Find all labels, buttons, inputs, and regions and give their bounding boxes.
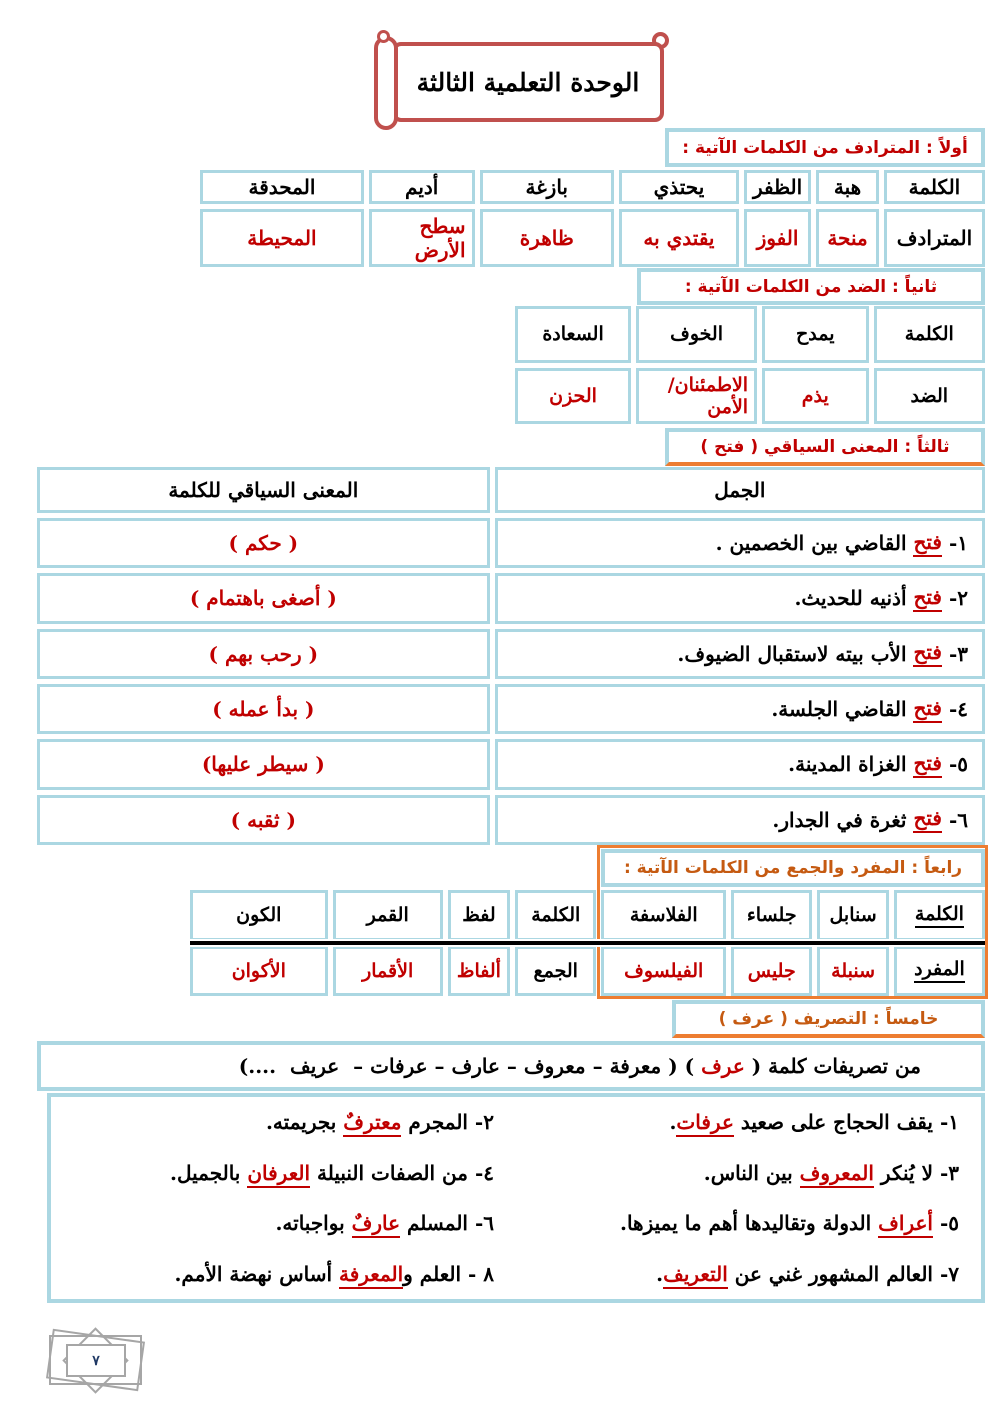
sentence-text: ٣- (941, 641, 968, 666)
practice-sentence (51, 1110, 516, 1134)
practice-sentence (516, 1262, 981, 1286)
meaning-cell: ( رحب بهم ) (37, 629, 490, 679)
sentence-text: بالجميل. (169, 1160, 248, 1185)
sentence-text: ٦- المسلم (400, 1211, 494, 1236)
answer-cell: الاطمئنان/الأمن (636, 368, 757, 425)
answer-cell: المحيطة (200, 209, 364, 267)
sentence-text: ٧- العالم المشهور غني عن (727, 1261, 959, 1286)
practice-sentence (516, 1110, 981, 1134)
keyword-derivative: عرفات (676, 1110, 733, 1137)
answer-cell: ألفاظ (448, 946, 510, 997)
sentence-cell (495, 518, 985, 568)
table-header-cell: المحدقة (200, 170, 364, 204)
unit-title: الوحدة التعلمية الثالثة (392, 42, 664, 122)
meaning-cell: ( بدأ عمله ) (37, 684, 490, 734)
sentence-text: ٤- من الصفات النبيلة (310, 1160, 494, 1185)
keyword-derivative: المعرفة (339, 1262, 403, 1289)
keyword-fataha: فتح (913, 585, 942, 612)
sentence-text: ٤- (941, 697, 968, 722)
keyword-fataha: فتح (913, 751, 942, 778)
sentence-text: القاضي بين الخصمين . (715, 531, 914, 556)
sentence-text: ٣- لا يُنكر (873, 1160, 959, 1185)
practice-sentence (51, 1161, 516, 1185)
sentence-text: . (669, 1110, 677, 1135)
practice-sentence (51, 1211, 516, 1235)
keyword-fataha: فتح (913, 806, 942, 833)
keyword-arafa: عرف (701, 1053, 745, 1078)
answer-cell: الحزن (515, 368, 631, 425)
scroll-curl-small-icon (377, 30, 390, 43)
row-label-cell (894, 946, 985, 997)
answer-cell: يقتدي به (619, 209, 739, 267)
sentence-text: ١- (941, 531, 968, 556)
word-cell: الكون (190, 890, 328, 941)
label-underlined: المفرد (914, 958, 965, 983)
row-label-cell (894, 890, 985, 941)
section-heading-synonyms: أولاً : المترادف من الكلمات الآتية : (665, 128, 985, 167)
sentence-cell (495, 739, 985, 789)
answer-cell: الأقمار (333, 946, 443, 997)
meaning-cell: ( ثقبه ) (37, 795, 490, 845)
answer-cell: الفوز (744, 209, 811, 267)
table-header-cell: يحتذي (619, 170, 739, 204)
derivation-strip (37, 1041, 985, 1091)
answer-cell: يذم (762, 368, 868, 425)
sentence-text: أذنيه للحديث. (794, 586, 914, 611)
keyword-derivative: معترفٌ (343, 1110, 401, 1137)
table-header-cell: السعادة (515, 306, 631, 363)
column-header-meaning: المعنى السياقي للكلمة (37, 467, 490, 513)
table-divider-line (190, 939, 985, 947)
answer-cell: الأكوان (190, 946, 328, 997)
derivation-text: ) ( معرفة – معروف – عارف – عرفات – عريف ....) (238, 1054, 702, 1078)
page-number: ٧ (66, 1344, 126, 1377)
practice-sentence (516, 1161, 981, 1185)
meaning-cell: ( حكم ) (37, 518, 490, 568)
answer-cell: الفيلسوف (601, 946, 726, 997)
sentence-text: الدولة وتقاليدها أهم ما يميزها. (619, 1211, 879, 1236)
word-cell: لفظ (448, 890, 510, 941)
sentence-text: الغزاة المدينة. (788, 752, 914, 777)
table-header-cell: الظفر (744, 170, 811, 204)
label-underlined: الكلمة (915, 903, 964, 928)
derivation-text: من تصريفات كلمة ( (744, 1054, 921, 1078)
section-heading-singular-plural: رابعاً : المفرد والجمع من الكلمات الآتية : (601, 849, 985, 887)
practice-sentence (516, 1211, 981, 1235)
table-header-cell: يمدح (762, 306, 868, 363)
keyword-derivative: عارفٌ (352, 1211, 400, 1238)
answer-cell: ظاهرة (480, 209, 614, 267)
title-scroll-banner (372, 28, 670, 132)
word-cell: الفلاسفة (601, 890, 726, 941)
page-number-ornament (38, 1326, 154, 1394)
sentence-text: الأب بيته لاستقبال الضيوف. (677, 641, 914, 666)
sentence-text: ٥- (932, 1211, 959, 1236)
table-header-cell: بازغة (480, 170, 614, 204)
section-heading-contextual: ثالثاً : المعنى السياقي ( فتح ) (665, 428, 985, 466)
word-cell: سنابل (817, 890, 888, 941)
keyword-fataha: فتح (913, 696, 942, 723)
sentence-text: القاضي الجلسة. (771, 697, 914, 722)
contextual-meaning-table (37, 467, 985, 845)
synonyms-table (200, 170, 985, 266)
sentence-text: ٨ - العلم و (403, 1261, 494, 1286)
practice-sentence (51, 1262, 516, 1286)
keyword-derivative: العرفان (247, 1161, 310, 1188)
section-heading-derivation: خامساً : التصريف ( عرف ) (672, 1000, 985, 1038)
sentence-cell (495, 573, 985, 623)
sentence-cell (495, 795, 985, 845)
scroll-roll-icon (374, 36, 398, 130)
table-header-cell: الكلمة (874, 306, 985, 363)
practice-sentences-box (47, 1093, 985, 1303)
answer-cell: منحة (816, 209, 879, 267)
sentence-text: . (656, 1261, 664, 1286)
sentence-text: بواجباته. (275, 1211, 352, 1236)
section-heading-antonyms: ثانياً : الضد من الكلمات الآتية : (637, 268, 985, 305)
sentence-text: ٢- المجرم (401, 1110, 494, 1135)
sentence-cell (495, 629, 985, 679)
table-header-cell: أديم (369, 170, 475, 204)
sentence-text: ٦- (941, 807, 968, 832)
word-cell: الكلمة (515, 890, 596, 941)
sentence-text: أساس نهضة الأمم. (174, 1261, 339, 1286)
row-label-cell: المترادف (884, 209, 985, 267)
row-label-cell: الجمع (515, 946, 596, 997)
sentence-cell (495, 684, 985, 734)
column-header-sentences: الجمل (495, 467, 985, 513)
sentence-text: ٢- (941, 586, 968, 611)
table-header-cell: الكلمة (884, 170, 985, 204)
meaning-cell: ( أصغى باهتمام ) (37, 573, 490, 623)
keyword-derivative: التعريف (663, 1262, 728, 1289)
sentence-text: بين الناس. (703, 1160, 800, 1185)
answer-cell: جليس (731, 946, 812, 997)
answer-cell: سطح الأرض (369, 209, 475, 267)
sentence-text: ثغرة في الجدار. (772, 807, 914, 832)
sentence-text: بجريمته. (265, 1110, 344, 1135)
table-header-cell: الخوف (636, 306, 757, 363)
word-cell: جلساء (731, 890, 812, 941)
answer-cell: سنبلة (817, 946, 888, 997)
sentence-text: ١- يقف الحجاج على صعيد (733, 1110, 959, 1135)
meaning-cell: ( سيطر عليها) (37, 739, 490, 789)
keyword-fataha: فتح (913, 640, 942, 667)
table-header-cell: هبة (816, 170, 879, 204)
keyword-fataha: فتح (913, 530, 942, 557)
keyword-derivative: أعراف (878, 1211, 933, 1238)
sentence-text: ٥- (941, 752, 968, 777)
row-label-cell: الضد (874, 368, 985, 425)
keyword-derivative: المعروف (800, 1161, 874, 1188)
antonyms-table (515, 306, 985, 424)
word-cell: القمر (333, 890, 443, 941)
